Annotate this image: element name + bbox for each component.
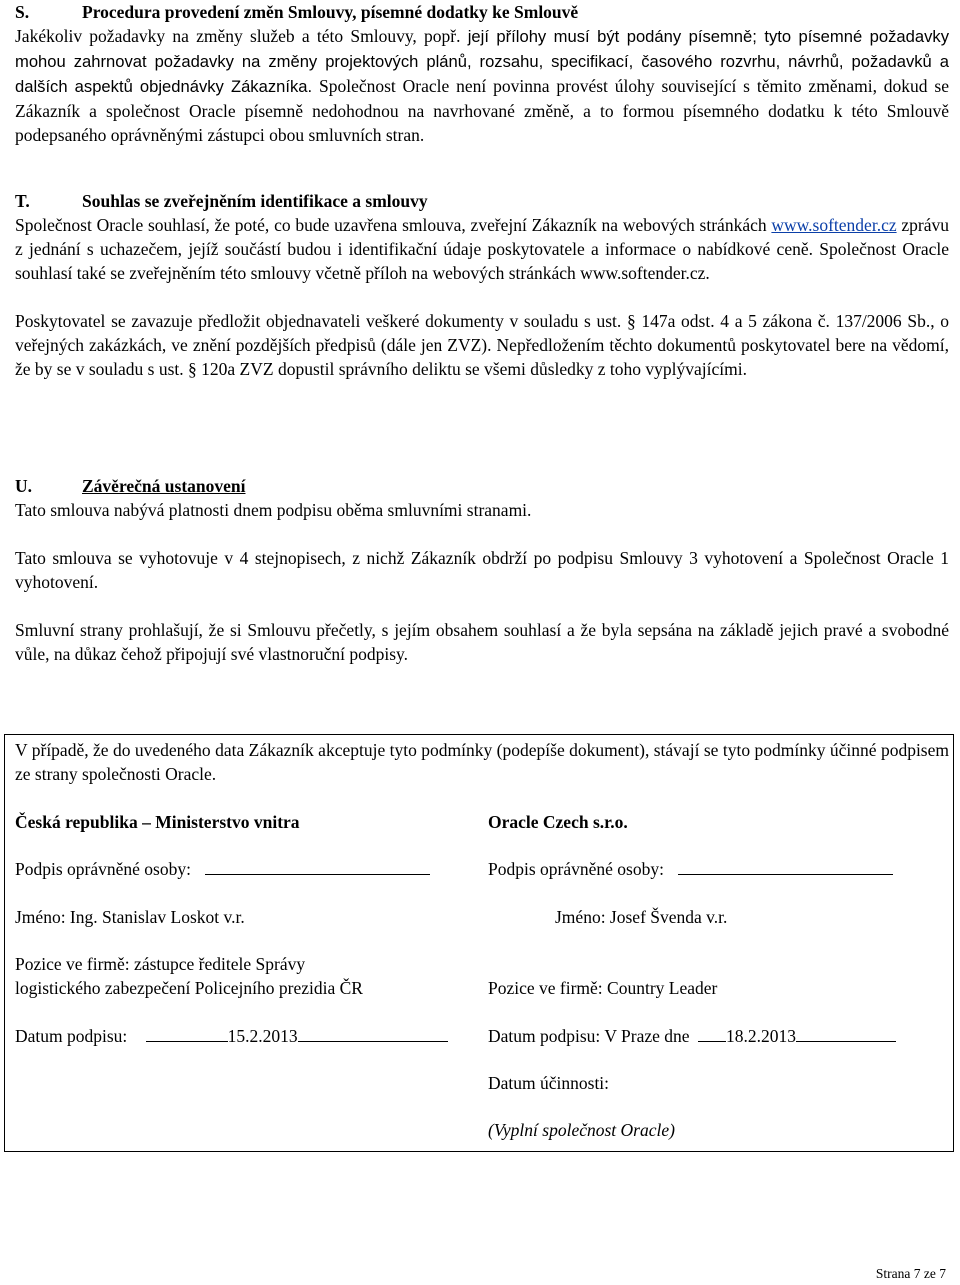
section-letter: S. xyxy=(15,2,30,22)
effective-date-label: Datum účinnosti: xyxy=(488,1073,610,1093)
section-t-heading xyxy=(15,189,949,213)
right-signature-line[interactable] xyxy=(678,858,893,875)
text-run: Společnost Oracle souhlasí, že poté, co bude uzavřena smlouva, zveřejní Zákazník na webových stránkách xyxy=(15,215,772,235)
right-position: Pozice ve firmě: Country Leader xyxy=(488,978,718,998)
signature-box xyxy=(4,734,954,1152)
text-run: Jakékoliv požadavky na změny služeb a této Smlouvy, popř. xyxy=(15,26,468,46)
left-date-value: 15.2.2013 xyxy=(227,1026,298,1046)
page-number: Strana 7 ze 7 xyxy=(875,1266,946,1281)
right-date-value: 18.2.2013 xyxy=(725,1026,796,1046)
right-signature-row xyxy=(488,857,893,881)
right-date-label: Datum podpisu: V Praze dne xyxy=(488,1026,690,1046)
text-run-sans: její přílohy musí být podány písemně; tyto písemné požadavky mohou zahrnovat požadavky na změny projektových plánů, rozsahu, specifikací, časového rozvrhu, návrhů, požadavků a dalších aspektů objednávky Zákazníka. xyxy=(15,27,949,96)
section-t-paragraph-1 xyxy=(15,213,949,285)
date-line xyxy=(146,1025,228,1042)
section-title: Závěrečná ustanovení xyxy=(82,476,246,496)
section-u-paragraph-1: Tato smlouva nabývá platnosti dnem podpisu oběma smluvními stranami. xyxy=(15,500,532,520)
left-signature-label: Podpis oprávněné osoby: xyxy=(15,859,191,879)
left-position-line-2: logistického zabezpečení Policejního prezidia ČR xyxy=(15,978,363,998)
effective-date-note: (Vyplní společnost Oracle) xyxy=(488,1120,675,1140)
section-u-paragraph-2: Tato smlouva se vyhotovuje v 4 stejnopisech, z nichž Zákazník obdrží po podpisu Smlouvy 3 vyhotovení a Společnost Oracle 1 vyhotovení. xyxy=(15,548,949,592)
text-run: zprávu z jednání s uchazečem, jejíž součástí budou i identifikační údaje poskytovatele a informace o nabídkové ceně. Společnost Oracle souhlasí také se zveřejněním této smlouvy včetně příloh na webových stránkách www.softender.cz. xyxy=(15,215,949,283)
date-line xyxy=(796,1025,896,1042)
section-letter: T. xyxy=(15,191,30,211)
section-title: Procedura provedení změn Smlouvy, písemné dodatky ke Smlouvě xyxy=(82,2,579,22)
section-s-paragraph xyxy=(15,24,949,147)
left-date-label: Datum podpisu: xyxy=(15,1026,128,1046)
left-signature-line[interactable] xyxy=(205,858,430,875)
section-letter: U. xyxy=(15,476,33,496)
right-date-row xyxy=(488,1024,896,1048)
left-name: Jméno: Ing. Stanislav Loskot v.r. xyxy=(15,907,245,927)
date-line xyxy=(298,1025,448,1042)
left-party-name: Česká republika – Ministerstvo vnitra xyxy=(15,812,300,832)
text-run: Společnost Oracle není povinna provést úlohy související s těmito změnami, dokud se Zákazník a společnost Oracle písemně nedohodnou na navrhované změně, a to formou písemného dodatku k této Smlouvě podepsaného oprávněnými zástupci obou smluvních stran. xyxy=(15,76,949,145)
left-position-line-1: Pozice ve firmě: zástupce ředitele Správy xyxy=(15,954,306,974)
right-signature-label: Podpis oprávněné osoby: xyxy=(488,859,664,879)
right-name: Jméno: Josef Švenda v.r. xyxy=(555,907,728,927)
section-t-paragraph-2: Poskytovatel se zavazuje předložit objednavateli veškeré dokumenty v souladu s ust. § 147a odst. 4 a 5 zákona č. 137/2006 Sb., o veřejných zakázkách, ve znění pozdějších předpisů (dále jen ZVZ). Nepředložením těchto dokumentů poskytovatel bere na vědomí, že by se v souladu s ust. § 120a ZVZ dopustil správního deliktu se všemi důsledky z toho vyplývajícími. xyxy=(15,311,949,379)
softender-link[interactable]: www.softender.cz xyxy=(771,215,897,235)
date-line xyxy=(698,1025,726,1042)
signature-intro: V případě, že do uvedeného data Zákazník akceptuje tyto podmínky (podepíše dokument), stávají se tyto podmínky účinné podpisem ze strany společnosti Oracle. xyxy=(15,740,949,784)
right-party-name: Oracle Czech s.r.o. xyxy=(488,812,628,832)
section-u-heading xyxy=(15,474,949,498)
left-signature-row xyxy=(15,857,430,881)
section-u-paragraph-3: Smluvní strany prohlašují, že si Smlouvu přečetly, s jejím obsahem souhlasí a že byla sepsána na základě jejich pravé a svobodné vůle, na důkaz čehož připojují své vlastnoruční podpisy. xyxy=(15,620,949,664)
section-s-heading xyxy=(15,0,949,24)
left-date-row xyxy=(15,1024,448,1048)
section-title: Souhlas se zveřejněním identifikace a smlouvy xyxy=(82,191,428,211)
